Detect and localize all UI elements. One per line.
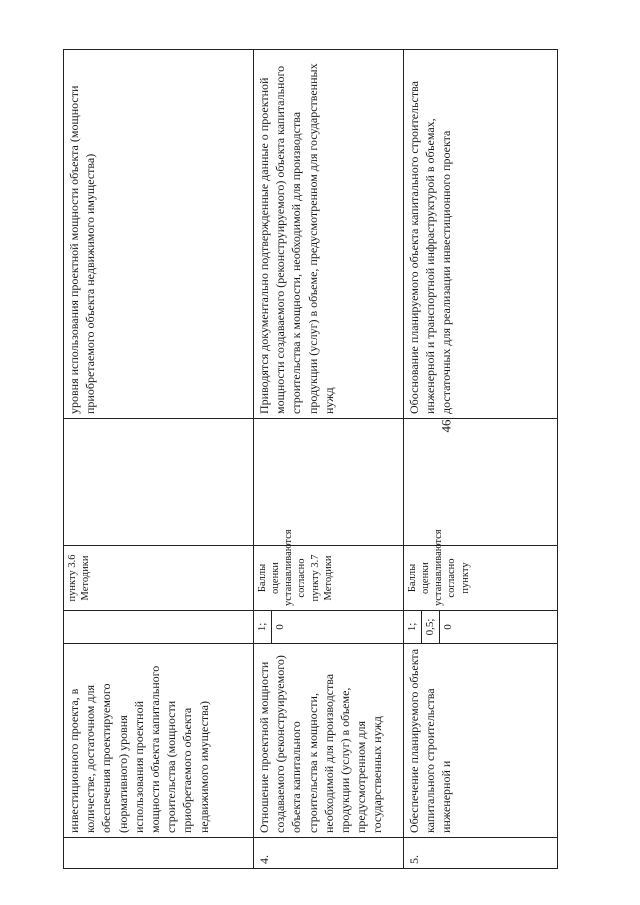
method-reference: пункту 3.6 Методики (64, 546, 254, 611)
row-number (64, 838, 254, 869)
row-number: 5. (404, 838, 558, 869)
criteria-table (63, 49, 557, 869)
empty-cell (64, 419, 254, 546)
score-value: 0 (273, 624, 286, 630)
method-reference: Баллы оценки устанавливаются согласно пункту 3.7 Методики (254, 546, 404, 611)
empty-cell (404, 419, 558, 546)
score-value: 1; (254, 611, 272, 643)
method-reference: Баллы оценки устанавливаются согласно пункту (404, 546, 558, 611)
criterion-description: уровня использования проектной мощности объекта (мощности приобретаемого объекта недвижимого имущества) (64, 50, 254, 419)
criterion-name: Обеспечение планируемого объекта капитального строительства инженерной и (404, 644, 558, 838)
score-value: 0,5; (422, 611, 440, 643)
score-cell (254, 611, 404, 644)
criterion-name: инвестиционного проекта, в количестве, достаточном для обеспечения проектируемого (нормативного) уровня использования проектной мощности объекта капитального строительства (мощности приобретаемого объекта недвижимого имущества) (64, 644, 254, 838)
table-row (64, 50, 254, 869)
criterion-name: Отношение проектной мощности создаваемого (реконструируемого) объекта капитального строительства к мощности, необходимой для производства продукции (услуг) в объеме, предусмотренном для государственных нужд (254, 644, 404, 838)
score-value: 1; (404, 611, 422, 643)
score-cell (404, 611, 558, 644)
table-row (404, 50, 558, 869)
criterion-description: Приводятся документально подтвержденные данные о проектной мощности создаваемого (реконструируемого) объекта капитального строительства к мощности, необходимой для производства продукции (услуг) в объеме, предусмотренном для государственных нужд (254, 50, 404, 419)
row-number: 4. (254, 838, 404, 869)
criterion-description: Обоснование планируемого объекта капитального строительства инженерной и транспортной инфраструктурой в объемах, достаточных для реализации инвестиционного проекта (404, 50, 558, 419)
score-cell (64, 611, 254, 644)
page-number: 46 (438, 419, 454, 433)
score-value: 0 (441, 624, 454, 630)
table-row (254, 50, 404, 869)
empty-cell (254, 419, 404, 546)
